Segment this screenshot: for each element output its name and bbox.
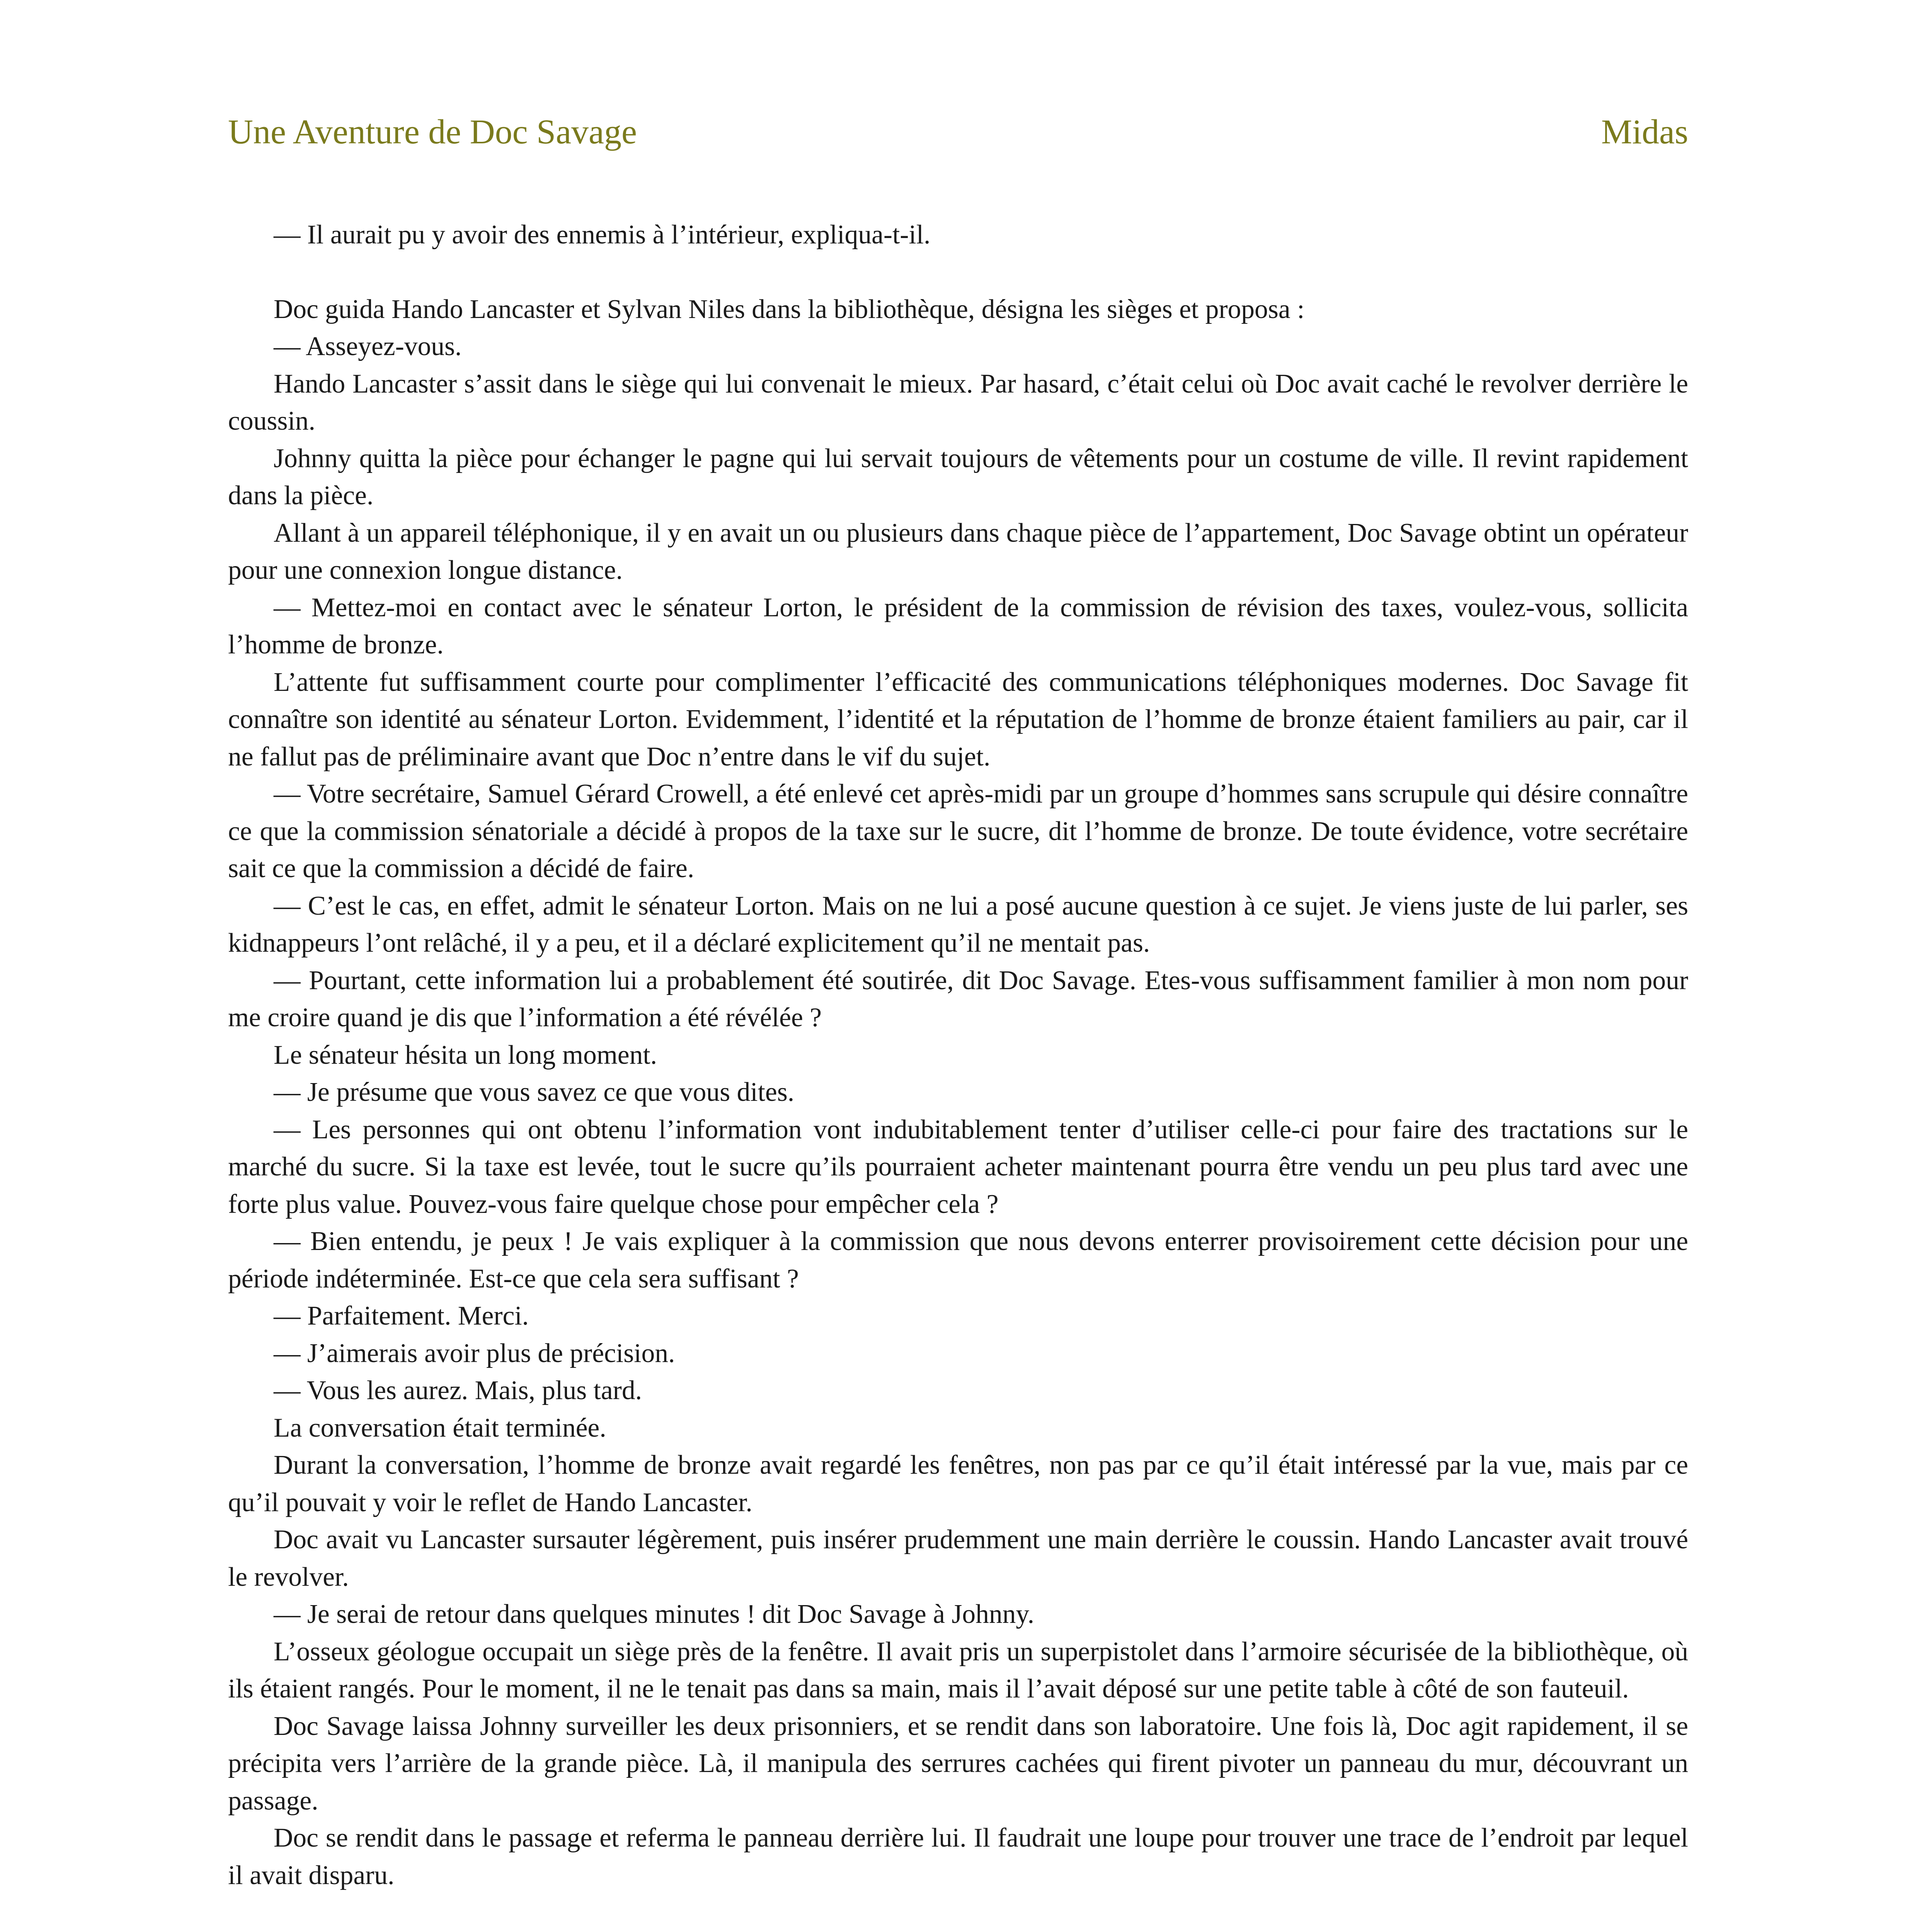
paragraph: — Vous les aurez. Mais, plus tard. — [274, 1376, 642, 1405]
running-header — [228, 112, 1688, 155]
paragraph: L’attente fut suffisamment courte pour complimenter l’efficacité des communications téléphoniques modernes. Doc Savage fit connaître son identité au sénateur Lorton. Evidemment, l’identité et la réputation de l’homme de bronze étaient familiers au pair, car il ne fallut pas de préliminaire avant que Doc n’entre dans le vif du sujet. — [228, 667, 1688, 772]
paragraph: La conversation était terminée. — [274, 1413, 606, 1443]
paragraph: Doc Savage laissa Johnny surveiller les deux prisonniers, et se rendit dans son laboratoire. Une fois là, Doc agit rapidement, il se précipita vers l’arrière de la grande pièce. Là, il manipula des serrures cachées qui firent pivoter un panneau du mur, découvrant un passage. — [228, 1711, 1688, 1816]
paragraph: Doc guida Hando Lancaster et Sylvan Niles dans la bibliothèque, désigna les sièges et proposa : — [274, 294, 1305, 324]
paragraph: Le sénateur hésita un long moment. — [274, 1040, 657, 1070]
paragraph: — Votre secrétaire, Samuel Gérard Crowell, a été enlevé cet après-midi par un groupe d’hommes sans scrupule qui désire connaître ce que la commission sénatoriale a décidé à propos de la taxe sur le sucre, dit l’homme de bronze. De toute évidence, votre secrétaire sait ce que la commission a décidé de faire. — [228, 779, 1688, 883]
paragraph: — C’est le cas, en effet, admit le sénateur Lorton. Mais on ne lui a posé aucune question à ce sujet. Je viens juste de lui parler, ses kidnappeurs l’ont relâché, il y a peu, et il a déclaré explicitement qu’il ne mentait pas. — [228, 891, 1688, 958]
book-title: Midas — [1601, 113, 1688, 151]
paragraph: — Il aurait pu y avoir des ennemis à l’intérieur, expliqua-t-il. — [274, 220, 931, 250]
paragraph: — Parfaitement. Merci. — [274, 1301, 529, 1331]
paragraph: — J’aimerais avoir plus de précision. — [274, 1338, 675, 1368]
paragraph: Allant à un appareil téléphonique, il y en avait un ou plusieurs dans chaque pièce de l’appartement, Doc Savage obtint un opérateur pour une connexion longue distance. — [228, 518, 1688, 585]
body-text — [228, 216, 1688, 1932]
paragraph: Durant la conversation, l’homme de bronze avait regardé les fenêtres, non pas par ce qu’il était intéressé par la vue, mais par ce qu’il pouvait y voir le reflet de Hando Lancaster. — [228, 1450, 1688, 1517]
paragraph: Johnny quitta la pièce pour échanger le pagne qui lui servait toujours de vêtements pour un costume de ville. Il revint rapidement dans la pièce. — [228, 443, 1688, 510]
paragraph: — Je présume que vous savez ce que vous dites. — [274, 1077, 795, 1107]
paragraph: L’osseux géologue occupait un siège près de la fenêtre. Il avait pris un superpistolet dans l’armoire sécurisée de la bibliothèque, où ils étaient rangés. Pour le moment, il ne le tenait pas dans sa main, mais il l’avait déposé sur une petite table à côté de son fauteuil. — [228, 1636, 1688, 1704]
series-title: Une Aventure de Doc Savage — [228, 113, 637, 151]
paragraph: — Bien entendu, je peux ! Je vais expliquer à la commission que nous devons enterrer provisoirement cette décision pour une période indéterminée. Est-ce que cela sera suffisant ? — [228, 1226, 1688, 1294]
paragraph: Hando Lancaster s’assit dans le siège qui lui convenait le mieux. Par hasard, c’était celui où Doc avait caché le revolver derrière le coussin. — [228, 369, 1688, 436]
paragraph: Doc se rendit dans le passage et referma le panneau derrière lui. Il faudrait une loupe pour trouver une trace de l’endroit par lequel il avait disparu. — [228, 1823, 1688, 1890]
paragraph: Doc avait vu Lancaster sursauter légèrement, puis insérer prudemment une main derrière le coussin. Hando Lancaster avait trouvé le revolver. — [228, 1525, 1688, 1592]
paragraph: — Mettez-moi en contact avec le sénateur Lorton, le président de la commission de révision des taxes, voulez-vous, sollicita l’homme de bronze. — [228, 592, 1688, 660]
paragraph: — Asseyez-vous. — [274, 332, 462, 361]
paragraph: — Les personnes qui ont obtenu l’information vont indubitablement tenter d’utiliser celle-ci pour faire des tractations sur le marché du sucre. Si la taxe est levée, tout le sucre qu’ils pourraient acheter maintenant pourra être vendu un peu plus tard avec une forte plus value. Pouvez-vous faire quelque chose pour empêcher cela ? — [228, 1114, 1688, 1219]
paragraph: — Pourtant, cette information lui a probablement été soutirée, dit Doc Savage. Etes-vous suffisamment familier à mon nom pour me croire quand je dis que l’information a été révélée ? — [228, 965, 1688, 1032]
paragraph: — Je serai de retour dans quelques minutes ! dit Doc Savage à Johnny. — [274, 1599, 1035, 1629]
